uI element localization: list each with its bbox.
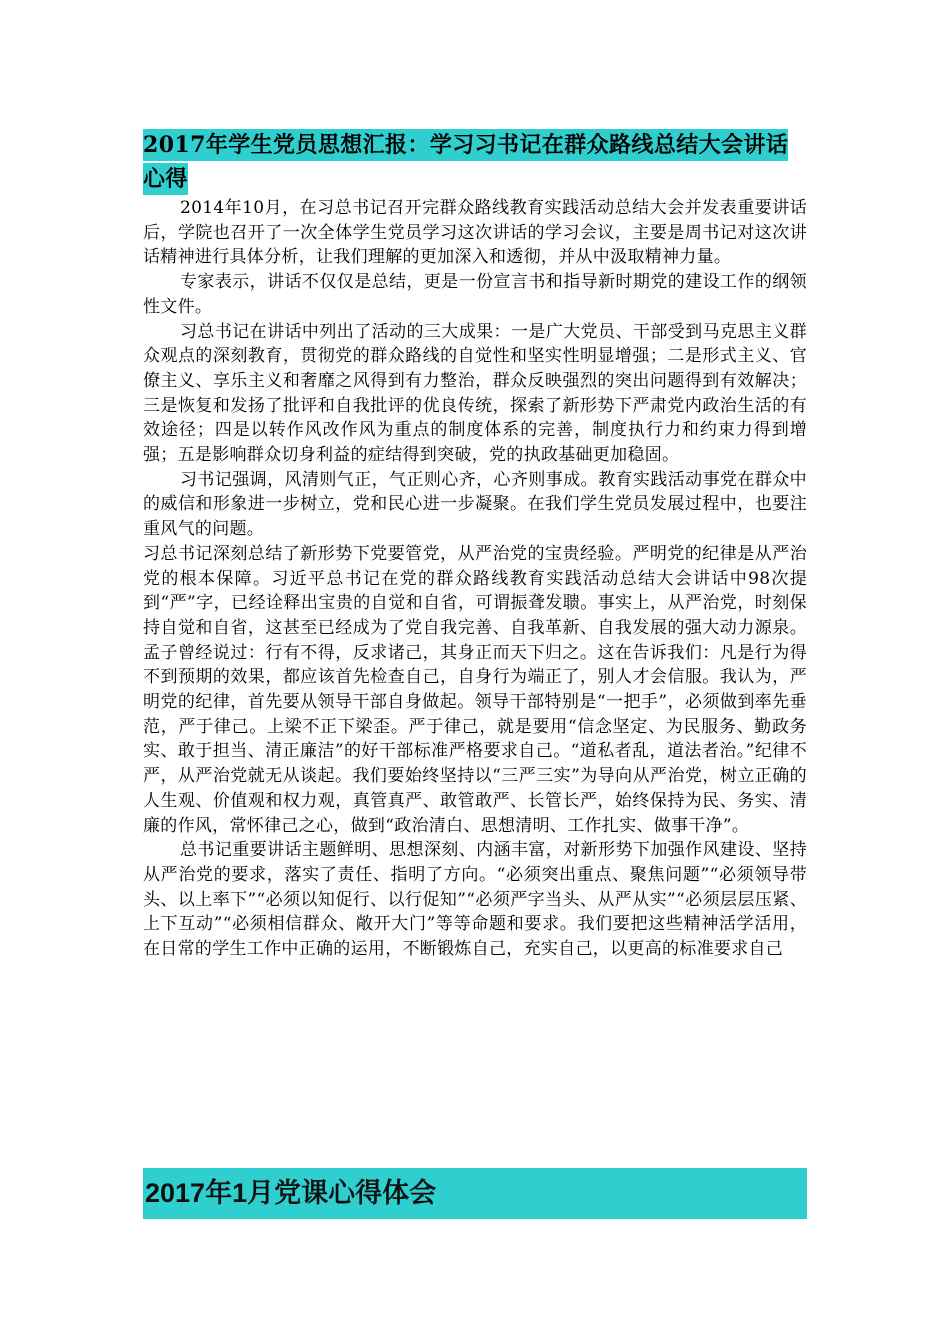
paragraph-1: 2014年10月，在习总书记召开完群众路线教育实践活动总结大会并发表重要讲话后，学院也召开了一次全体学生党员学习这次讲话的学习会议，主要是周书记对这次讲话精神进行具体分析，让我们理解的更加深入和透彻，并从中汲取精神力量。 bbox=[143, 198, 807, 268]
paragraph-2: 专家表示，讲话不仅仅是总结，更是一份宣言书和指导新时期党的建设工作的纲领性文件。 bbox=[143, 272, 807, 317]
paragraph-5: 习总书记深刻总结了新形势下党要管党，从严治党的宝贵经验。严明党的纪律是从严治党的根本保障。习近平总书记在党的群众路线教育实践活动总结大会讲话中98次提到“严”字，已经诠释出宝贵的自觉和自省，可谓振聋发聩。事实上，从严治党，时刻保持自觉和自省，这甚至已经成为了党自我完善、自我革新、自我发展的强大动力源泉。孟子曾经说过：行有不得，反求诸己，其身正而天下归之。这在告诉我们：凡是行为得不到预期的效果，都应该首先检查自己，自身行为端正了，别人才会信服。我认为，严明党的纪律，首先要从领导干部自身做起。领导干部特别是“一把手”，必须做到率先垂范，严于律己。上梁不正下梁歪。严于律己，就是要用“信念坚定、为民服务、勤政务实、敢于担当、清正廉洁”的好干部标准严格要求自己。“道私者乱，道法者治。”纪律不严，从严治党就无从谈起。我们要始终坚持以“三严三实”为导向从严治党，树立正确的人生观、价值观和权力观，真管真严、敢管敢严、长管长严，始终保持为民、务实、清廉的作风，常怀律己之心，做到“政治清白、思想清明、工作扎实、做事干净”。 bbox=[143, 543, 807, 836]
article-title-text: 2017年学生党员思想汇报：学习习书记在群众路线总结大会讲话心得 bbox=[143, 129, 788, 195]
next-article-title: 2017年1月党课心得体会 bbox=[143, 1168, 807, 1219]
paragraph-4: 习书记强调，风清则气正，气正则心齐，心齐则事成。教育实践活动事党在群众中的威信和形象进一步树立，党和民心进一步凝聚。在我们学生党员发展过程中，也要注重风气的问题。 bbox=[143, 469, 807, 540]
paragraph-3: 习总书记在讲话中列出了活动的三大成果：一是广大党员、干部受到马克思主义群众观点的深刻教育，贯彻党的群众路线的自觉性和坚实性明显增强；二是形式主义、官僚主义、享乐主义和奢靡之风得到有力整治，群众反映强烈的突出问题得到有效解决；三是恢复和发扬了批评和自我批评的优良传统，探索了新形势下严肃党内政治生活的有效途径；四是以转作风改作风为重点的制度体系的完善，制度执行力和约束力得到增强；五是影响群众切身利益的症结得到突破，党的执政基础更加稳固。 bbox=[143, 321, 807, 466]
paragraph-6: 总书记重要讲话主题鲜明、思想深刻、内涵丰富，对新形势下加强作风建设、坚持从严治党的要求，落实了责任、指明了方向。“必须突出重点、聚焦问题”“必须领导带头、以上率下”“必须以知促行、以行促知”“必须严字当头、从严从实”“必须层层压紧、上下互动”“必须相信群众、敞开大门”等等命题和要求。我们要把这些精神活学活用，在日常的学生工作中正确的运用，不断锻炼自己，充实自己，以更高的标准要求自己 bbox=[143, 840, 807, 960]
document-page bbox=[143, 128, 807, 962]
article-title bbox=[143, 128, 807, 196]
